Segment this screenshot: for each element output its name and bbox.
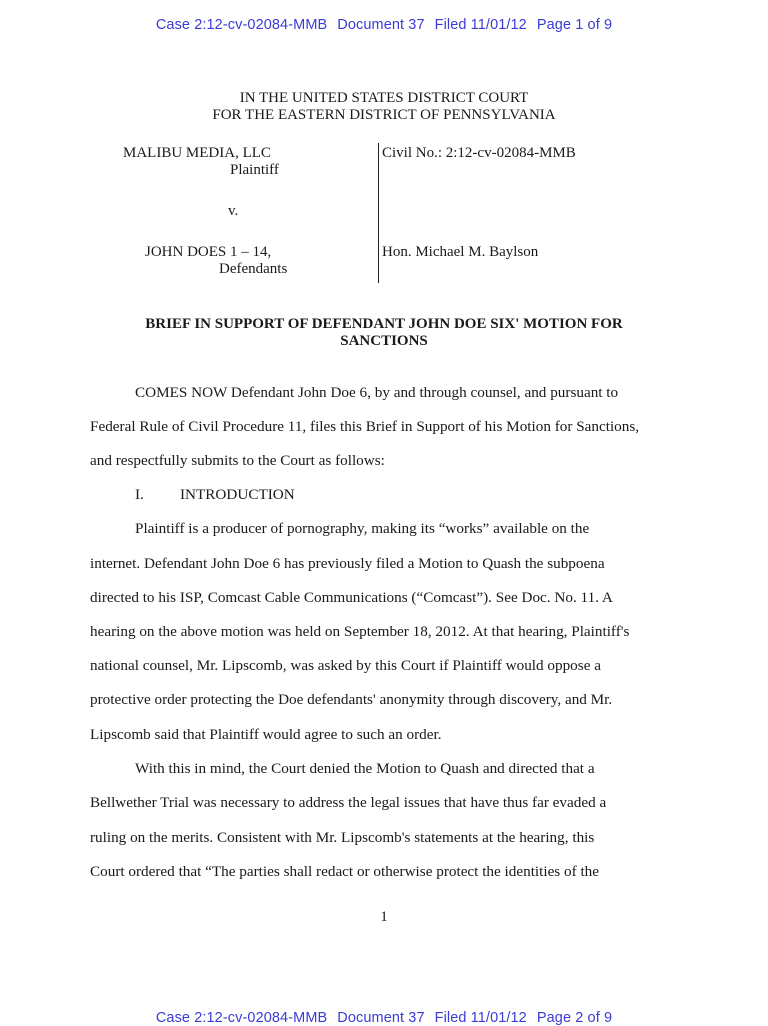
- page-number: 1: [380, 909, 388, 925]
- case-number: Case 2:12-cv-02084-MMB: [155, 17, 328, 33]
- caption-divider: [378, 143, 379, 283]
- body-line: ruling on the merits. Consistent with Mr. Lipscomb's statements at the hearing, this: [90, 829, 595, 846]
- plaintiff-name: MALIBU MEDIA, LLC: [123, 145, 271, 161]
- body-line: COMES NOW Defendant John Doe 6, by and through counsel, and pursuant to: [135, 384, 619, 401]
- body-line: Plaintiff is a producer of pornography, making its “works” available on the: [135, 520, 590, 537]
- judge-name: Hon. Michael M. Baylson: [382, 244, 539, 260]
- page-indicator: Page 1 of 9: [536, 17, 613, 33]
- court-name: IN THE UNITED STATES DISTRICT COURT: [239, 90, 529, 106]
- document-title: [100, 316, 668, 350]
- section-number: I.: [135, 486, 144, 503]
- page-indicator: Page 2 of 9: [536, 1010, 613, 1026]
- body-line: internet. Defendant John Doe 6 has previously filed a Motion to Quash the subpoena: [90, 555, 605, 572]
- document-number: Document 37: [337, 17, 425, 33]
- ecf-header: [0, 17, 768, 33]
- case-number: Case 2:12-cv-02084-MMB: [155, 1010, 328, 1026]
- body-line: hearing on the above motion was held on September 18, 2012. At that hearing, Plaintiff's: [90, 623, 630, 640]
- body-line: Court ordered that “The parties shall redact or otherwise protect the identities of the: [90, 863, 600, 880]
- versus: v.: [228, 203, 239, 219]
- body-line: national counsel, Mr. Lipscomb, was asked by this Court if Plaintiff would oppose a: [90, 657, 601, 674]
- filed-date: Filed 11/01/12: [434, 17, 527, 33]
- document-number: Document 37: [337, 1010, 425, 1026]
- body-line: and respectfully submits to the Court as follows:: [90, 452, 385, 469]
- body-line: directed to his ISP, Comcast Cable Communications (“Comcast”). See Doc. No. 11. A: [90, 589, 613, 606]
- defendant-name: JOHN DOES 1 – 14,: [145, 244, 272, 260]
- court-district: FOR THE EASTERN DISTRICT OF PENNSYLVANIA: [212, 107, 556, 123]
- body-line: Lipscomb said that Plaintiff would agree to such an order.: [90, 726, 442, 743]
- defendant-role: Defendants: [219, 261, 288, 277]
- section-title: INTRODUCTION: [180, 486, 295, 503]
- title-line: SANCTIONS: [340, 333, 428, 349]
- body-line: Bellwether Trial was necessary to address the legal issues that have thus far evaded a: [90, 794, 607, 811]
- plaintiff-role: Plaintiff: [230, 162, 279, 178]
- filed-date: Filed 11/01/12: [434, 1010, 527, 1026]
- body-line: Federal Rule of Civil Procedure 11, files this Brief in Support of his Motion for Sanctions,: [90, 418, 640, 435]
- title-line: BRIEF IN SUPPORT OF DEFENDANT JOHN DOE SIX' MOTION FOR: [145, 316, 623, 332]
- body-line: protective order protecting the Doe defendants' anonymity through discovery, and Mr.: [90, 691, 613, 708]
- body-line: With this in mind, the Court denied the Motion to Quash and directed that a: [135, 760, 595, 777]
- civil-number: Civil No.: 2:12-cv-02084-MMB: [382, 145, 576, 161]
